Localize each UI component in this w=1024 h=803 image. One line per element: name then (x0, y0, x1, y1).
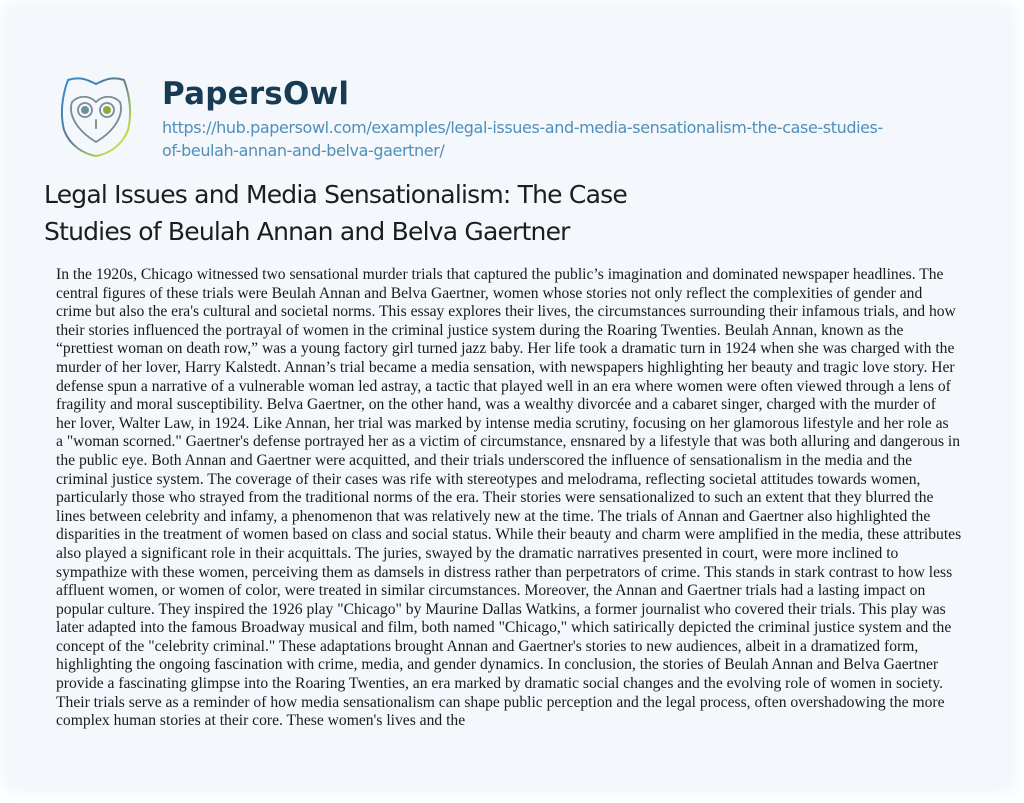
body-line: murder of her lover, Harry Kalstedt. Annan’s trial became a media sensation, with newspapers highlighting her beauty and tragic love story. Her (56, 358, 955, 376)
body-line: also played a significant role in their acquittals. The juries, swayed by the dramatic narratives presented in court, were more inclined to (56, 544, 899, 562)
body-line: provide a fascinating glimpse into the Roaring Twenties, an era marked by dramatic social changes and the evolving role of women in society. (56, 675, 944, 693)
document-title-line-2: Studies of Beulah Annan and Belva Gaertner (44, 217, 570, 246)
body-line: criminal justice system. The coverage of their cases was rife with stereotypes and melodrama, reflecting societal attitudes towards women, (56, 470, 921, 488)
body-line: affluent women, or women of color, were treated in similar circumstances. Moreover, the Annan and Gaertner trials had a lasting impact on (56, 582, 926, 600)
body-line: popular culture. They inspired the 1926 play "Chicago" by Maurine Dallas Watkins, a former journalist who covered their trials. This play was (56, 600, 946, 618)
body-line: their stories influenced the portrayal of women in the criminal justice system during the Roaring Twenties. Beulah Annan, known as the (56, 321, 904, 339)
document-body (56, 266, 986, 731)
page-url-line-2[interactable]: of-beulah-annan-and-belva-gaertner/ (162, 141, 445, 160)
body-line: “prettiest woman on death row,” was a young factory girl turned jazz baby. Her life took a dramatic turn in 1924 when she was charged with the (56, 340, 955, 358)
body-line: lines between celebrity and infamy, a phenomenon that was relatively new at the time. The trials of Annan and Gaertner also highlighted the (56, 507, 931, 525)
brand-name: PapersOwl (162, 76, 350, 112)
body-line: concept of the "celebrity criminal." These adaptations brought Annan and Gaertner's stories to new audiences, albeit in a dramatized form, (56, 637, 919, 655)
document-title (44, 176, 804, 250)
body-line: complex human stories at their core. These women's lives and the (56, 712, 466, 730)
body-line: In the 1920s, Chicago witnessed two sensational murder trials that captured the public’s imagination and dominated newspaper headlines. The (56, 266, 944, 283)
body-line: her lover, Walter Law, in 1924. Like Annan, her trial was marked by intense media scrutiny, focusing on her glamorous lifestyle and her role as (56, 414, 949, 432)
body-line: defense spun a narrative of a vulnerable woman led astray, a tactic that played well in an era where women were often viewed through a lens of (56, 377, 951, 395)
body-line: the public eye. Both Annan and Gaertner were acquitted, and their trials underscored the influence of sensationalism in the media and the (56, 451, 913, 469)
body-line: central figures of these trials were Beulah Annan and Belva Gaertner, women whose stories not only reflect the complexities of gender and (56, 284, 923, 302)
document-title-line-1: Legal Issues and Media Sensationalism: The Case (44, 180, 627, 209)
body-line: a "woman scorned." Gaertner's defense portrayed her as a victim of circumstance, ensnared by a lifestyle that was both alluring and dangerous in (56, 433, 961, 451)
page-url-line-1[interactable]: https://hub.papersowl.com/examples/legal-issues-and-media-sensationalism-the-case-studies- (162, 118, 883, 137)
document-preview-card (8, 8, 1012, 788)
body-line: crime but also the era's cultural and societal norms. This essay explores their lives, the circumstances surrounding their infamous trials, and how (56, 303, 956, 321)
body-line: particularly those who strayed from the traditional norms of the era. Their stories were sensationalized to such an extent that they blurred the (56, 489, 934, 507)
body-line: Their trials serve as a reminder of how media sensationalism can shape public perception and the legal process, often overshadowing the more (56, 693, 945, 711)
page-url[interactable] (162, 116, 982, 162)
body-line: later adapted into the famous Broadway musical and film, both named "Chicago," which satirically depicted the criminal justice system and the (56, 619, 952, 637)
owl-logo-icon (58, 74, 134, 158)
body-line: fragility and moral susceptibility. Belva Gaertner, on the other hand, was a wealthy divorcée and a cabaret singer, charged with the murder of (56, 396, 936, 414)
body-line: highlighting the ongoing fascination with crime, media, and gender dynamics. In conclusion, the stories of Beulah Annan and Belva Gaertner (56, 656, 939, 674)
body-line: disparities in the treatment of women based on class and social status. While their beauty and charm were amplified in the media, these attributes (56, 526, 962, 544)
body-line: sympathize with these women, perceiving them as damsels in distress rather than perpetrators of crime. This stands in stark contrast to how less (56, 563, 953, 581)
